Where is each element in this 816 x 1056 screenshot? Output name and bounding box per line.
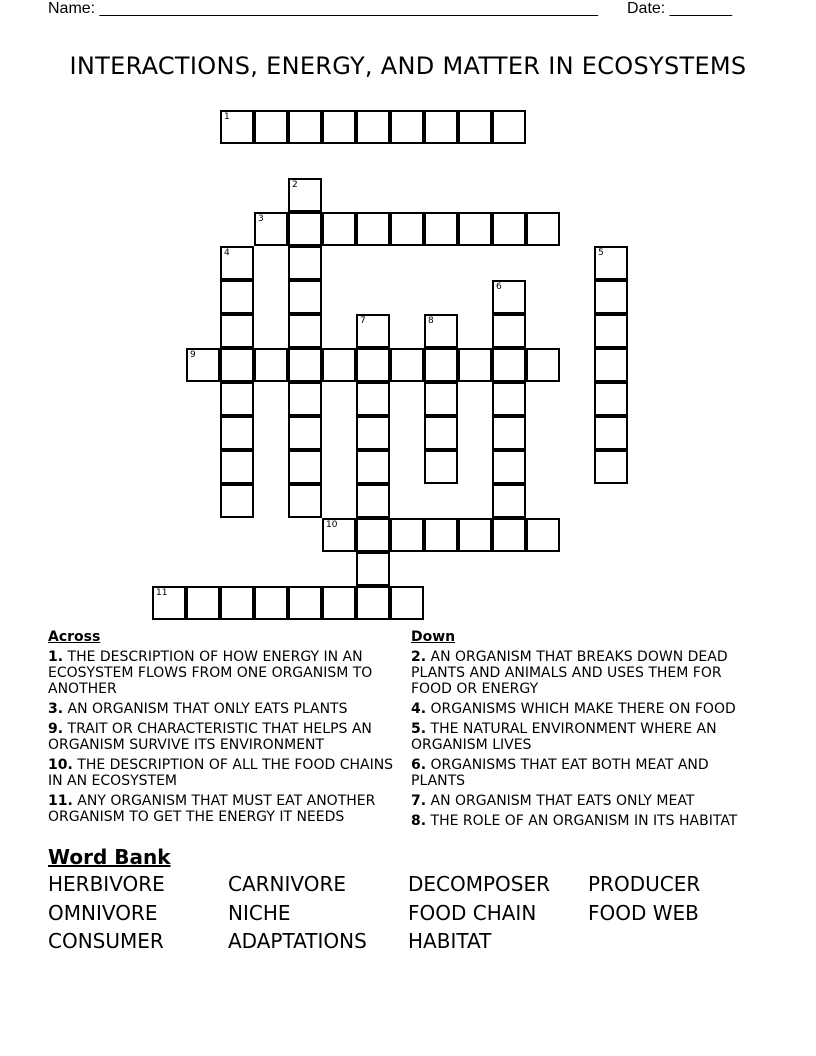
crossword-cell[interactable] bbox=[220, 246, 254, 280]
crossword-cell[interactable] bbox=[186, 348, 220, 382]
clue-item bbox=[411, 757, 761, 789]
clue-number-label: 2. bbox=[411, 649, 427, 665]
crossword-cell[interactable] bbox=[390, 110, 424, 144]
clue-number: 7 bbox=[360, 316, 366, 326]
clue-text: THE NATURAL ENVIRONMENT WHERE AN ORGANISM LIVES bbox=[411, 721, 717, 753]
crossword-cell[interactable] bbox=[220, 314, 254, 348]
crossword-cell[interactable] bbox=[492, 518, 526, 552]
clue-item bbox=[411, 701, 761, 717]
crossword-cell[interactable] bbox=[356, 382, 390, 416]
page-title: INTERACTIONS, ENERGY, AND MATTER IN ECOSYSTEMS bbox=[69, 52, 747, 80]
clue-number-label: 8. bbox=[411, 813, 427, 829]
crossword-cell[interactable] bbox=[356, 348, 390, 382]
crossword-cell[interactable] bbox=[356, 552, 390, 586]
crossword-cell[interactable] bbox=[594, 280, 628, 314]
crossword-cell[interactable] bbox=[356, 314, 390, 348]
clue-number-label: 9. bbox=[48, 721, 64, 737]
crossword-cell[interactable] bbox=[594, 450, 628, 484]
clue-item bbox=[48, 757, 398, 789]
crossword-cell[interactable] bbox=[356, 416, 390, 450]
crossword-cell[interactable] bbox=[220, 484, 254, 518]
clue-number-label: 6. bbox=[411, 757, 427, 773]
crossword-cell[interactable] bbox=[390, 348, 424, 382]
name-field[interactable]: Name: ________________________________________________________ bbox=[48, 0, 598, 17]
crossword-cell[interactable] bbox=[288, 280, 322, 314]
crossword-cell[interactable] bbox=[254, 212, 288, 246]
crossword-cell[interactable] bbox=[424, 518, 458, 552]
crossword-cell[interactable] bbox=[492, 450, 526, 484]
crossword-cell[interactable] bbox=[288, 348, 322, 382]
crossword-cell[interactable] bbox=[594, 382, 628, 416]
word-bank-item: FOOD CHAIN bbox=[408, 901, 537, 925]
crossword-cell[interactable] bbox=[152, 586, 186, 620]
crossword-cell[interactable] bbox=[390, 212, 424, 246]
crossword-cell[interactable] bbox=[424, 348, 458, 382]
clue-text: AN ORGANISM THAT BREAKS DOWN DEAD PLANTS AND ANIMALS AND USES THEM FOR FOOD OR ENERGY bbox=[411, 649, 728, 697]
clue-text: AN ORGANISM THAT EATS ONLY MEAT bbox=[430, 793, 695, 809]
crossword-cell[interactable] bbox=[288, 314, 322, 348]
crossword-cell[interactable] bbox=[492, 416, 526, 450]
crossword-cell[interactable] bbox=[390, 518, 424, 552]
clue-number: 10 bbox=[326, 520, 338, 530]
word-bank-item: PRODUCER bbox=[588, 872, 701, 896]
word-bank-item: HABITAT bbox=[408, 929, 492, 953]
clue-number: 11 bbox=[156, 588, 168, 598]
crossword-cell[interactable] bbox=[254, 348, 288, 382]
word-bank-item: FOOD WEB bbox=[588, 901, 699, 925]
clue-item bbox=[411, 721, 761, 753]
word-bank-item: OMNIVORE bbox=[48, 901, 158, 925]
crossword-cell[interactable] bbox=[288, 382, 322, 416]
clue-number: 3 bbox=[258, 214, 264, 224]
clue-text: TRAIT OR CHARACTERISTIC THAT HELPS AN ORGANISM SURVIVE ITS ENVIRONMENT bbox=[48, 721, 372, 753]
crossword-cell[interactable] bbox=[526, 518, 560, 552]
clue-number: 8 bbox=[428, 316, 434, 326]
crossword-cell[interactable] bbox=[288, 178, 322, 212]
crossword-cell[interactable] bbox=[254, 110, 288, 144]
crossword-cell[interactable] bbox=[492, 484, 526, 518]
clue-number-label: 7. bbox=[411, 793, 427, 809]
clue-item bbox=[411, 649, 761, 697]
clue-item bbox=[411, 813, 761, 829]
crossword-cell[interactable] bbox=[288, 110, 322, 144]
word-bank-item: HERBIVORE bbox=[48, 872, 165, 896]
crossword-cell[interactable] bbox=[458, 212, 492, 246]
crossword-cell[interactable] bbox=[288, 450, 322, 484]
crossword-cell[interactable] bbox=[458, 518, 492, 552]
crossword-cell[interactable] bbox=[220, 280, 254, 314]
crossword-cell[interactable] bbox=[322, 212, 356, 246]
word-bank-item: DECOMPOSER bbox=[408, 872, 551, 896]
clue-text: AN ORGANISM THAT ONLY EATS PLANTS bbox=[67, 701, 348, 717]
clue-number: 6 bbox=[496, 282, 502, 292]
clue-number-label: 3. bbox=[48, 701, 64, 717]
clue-number: 2 bbox=[292, 180, 298, 190]
crossword-cell[interactable] bbox=[288, 416, 322, 450]
crossword-cell[interactable] bbox=[288, 586, 322, 620]
crossword-cell[interactable] bbox=[424, 314, 458, 348]
clue-item bbox=[48, 649, 398, 697]
crossword-cell[interactable] bbox=[424, 110, 458, 144]
clue-number-label: 10. bbox=[48, 757, 73, 773]
crossword-cell[interactable] bbox=[492, 348, 526, 382]
crossword-cell[interactable] bbox=[492, 382, 526, 416]
word-bank-title: Word Bank bbox=[48, 845, 171, 869]
clue-number-label: 1. bbox=[48, 649, 64, 665]
word-bank-item: CONSUMER bbox=[48, 929, 164, 953]
clue-text: THE DESCRIPTION OF ALL THE FOOD CHAINS IN AN ECOSYSTEM bbox=[48, 757, 394, 789]
crossword-cell[interactable] bbox=[288, 246, 322, 280]
crossword-cell[interactable] bbox=[594, 314, 628, 348]
crossword-cell[interactable] bbox=[594, 416, 628, 450]
crossword-cell[interactable] bbox=[492, 110, 526, 144]
clue-number: 1 bbox=[224, 112, 230, 122]
crossword-cell[interactable] bbox=[322, 586, 356, 620]
word-bank-item: ADAPTATIONS bbox=[228, 929, 367, 953]
crossword-cell[interactable] bbox=[220, 450, 254, 484]
clue-number-label: 4. bbox=[411, 701, 427, 717]
clue-text: ANY ORGANISM THAT MUST EAT ANOTHER ORGANISM TO GET THE ENERGY IT NEEDS bbox=[48, 793, 376, 825]
clue-text: ORGANISMS THAT EAT BOTH MEAT AND PLANTS bbox=[411, 757, 709, 789]
crossword-cell[interactable] bbox=[220, 348, 254, 382]
crossword-cell[interactable] bbox=[356, 212, 390, 246]
crossword-cell[interactable] bbox=[322, 110, 356, 144]
clue-item bbox=[48, 793, 398, 825]
crossword-cell[interactable] bbox=[288, 212, 322, 246]
down-clues bbox=[411, 629, 761, 833]
clue-item bbox=[48, 721, 398, 753]
crossword-cell[interactable] bbox=[594, 246, 628, 280]
crossword-cell[interactable] bbox=[288, 484, 322, 518]
crossword-cell[interactable] bbox=[390, 586, 424, 620]
crossword-cell[interactable] bbox=[356, 518, 390, 552]
clue-text: ORGANISMS WHICH MAKE THERE ON FOOD bbox=[430, 701, 736, 717]
across-heading: Across bbox=[48, 629, 101, 645]
crossword-cell[interactable] bbox=[356, 586, 390, 620]
clue-number: 5 bbox=[598, 248, 604, 258]
crossword-cell[interactable] bbox=[526, 348, 560, 382]
across-clues bbox=[48, 629, 398, 829]
word-bank-item: NICHE bbox=[228, 901, 291, 925]
crossword-cell[interactable] bbox=[220, 586, 254, 620]
crossword-cell[interactable] bbox=[594, 348, 628, 382]
crossword-cell[interactable] bbox=[356, 484, 390, 518]
crossword-cell[interactable] bbox=[356, 110, 390, 144]
date-field[interactable]: Date: _______ bbox=[627, 0, 732, 17]
clue-number: 4 bbox=[224, 248, 230, 258]
crossword-cell[interactable] bbox=[424, 450, 458, 484]
crossword-cell[interactable] bbox=[492, 314, 526, 348]
crossword-cell[interactable] bbox=[220, 110, 254, 144]
crossword-cell[interactable] bbox=[322, 348, 356, 382]
clue-number: 9 bbox=[190, 350, 196, 360]
clue-text: THE ROLE OF AN ORGANISM IN ITS HABITAT bbox=[430, 813, 738, 829]
crossword-cell[interactable] bbox=[186, 586, 220, 620]
clue-number-label: 11. bbox=[48, 793, 73, 809]
clue-number-label: 5. bbox=[411, 721, 427, 737]
clue-text: THE DESCRIPTION OF HOW ENERGY IN AN ECOSYSTEM FLOWS FROM ONE ORGANISM TO ANOTHER bbox=[48, 649, 373, 697]
crossword-cell[interactable] bbox=[254, 586, 288, 620]
word-bank-item: CARNIVORE bbox=[228, 872, 347, 896]
crossword-cell[interactable] bbox=[492, 212, 526, 246]
crossword-cell[interactable] bbox=[458, 348, 492, 382]
crossword-cell[interactable] bbox=[458, 110, 492, 144]
down-heading: Down bbox=[411, 629, 456, 645]
crossword-cell[interactable] bbox=[322, 518, 356, 552]
crossword-cell[interactable] bbox=[492, 280, 526, 314]
clue-item bbox=[48, 701, 398, 717]
crossword-cell[interactable] bbox=[424, 382, 458, 416]
crossword-cell[interactable] bbox=[220, 382, 254, 416]
crossword-cell[interactable] bbox=[220, 416, 254, 450]
crossword-cell[interactable] bbox=[424, 416, 458, 450]
crossword-cell[interactable] bbox=[424, 212, 458, 246]
crossword-cell[interactable] bbox=[526, 212, 560, 246]
crossword-cell[interactable] bbox=[356, 450, 390, 484]
clue-item bbox=[411, 793, 761, 809]
